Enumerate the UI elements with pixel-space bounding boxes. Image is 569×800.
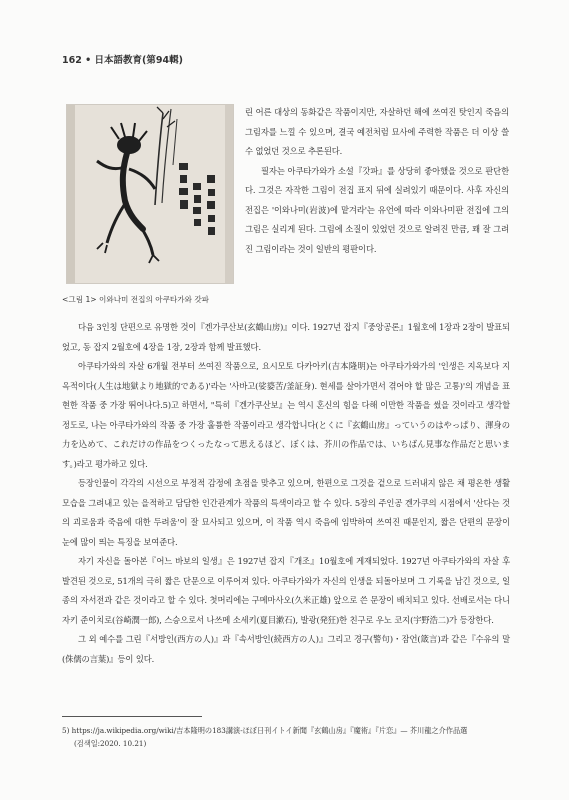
body-paragraph: 아쿠타가와의 자살 6개월 전부터 쓰여진 작품으로, 요시모토 다카아키(吉本隆明)는 아쿠타가와가의 '인생은 지옥보다 지옥적이다(人生は地獄より地獄的である)'라는 '사바고(娑婆苦/釜証身). 현세를 살아가면서 겪어야 할 많은 고통)'의 개념을 표현한 작품 중 가장 뛰어나다.5)고 하면서, "특히『겐가쿠산보』는 역시 혼신의 힘을 다해 이만한 작품을 썼을 것이라고 생각할 정도로, 나는 아쿠타가와의 작품 중 가장 훌륭한 작품이라고 생각합니다(とくに『玄鶴山房』っていうのはやっぱり、渾身の力を込めて、これだけの作品をつくったなって思えるほど、ぼくは、芥川の作品では、いちばん見事な作品だと思います。)라고 평가하고 있다. [62, 361, 510, 469]
body-paragraph: 다음 3인칭 단편으로 유명한 것이『겐가쿠산보(玄鶴山房)』이다. 1927년 잡지『중앙공론』1월호에 1장과 2장이 발표되었고, 동 잡지 2월호에 4장을 1장, 2장과 함께 발표했다. [62, 322, 510, 352]
footnote-line: (검색일:2020. 10.21) [74, 739, 147, 748]
footnote [62, 724, 512, 750]
kappa-drawing-figure [66, 104, 234, 284]
side-paragraph: 린 어른 대상의 동화같은 작품이지만, 자살하던 해에 쓰여진 탓인지 죽음의 그림자를 느낄 수 있으며, 결국 예전처럼 묘사에 주력한 작품은 더 이상 쓸 수 없었던 것으로 추론된다. [245, 107, 509, 156]
body-paragraph: 등장인물이 각각의 시선으로 부정적 감정에 초점을 맞추고 있으며, 한편으로 그것을 겉으로 드러내지 않은 채 평온한 생활모습을 그려내고 있는 을적하고 담담한 인간관계가 작품의 특색이라고 할 수 있다. 5장의 주인공 겐가쿠의 시점에서 '산다는 것의 괴로움과 죽음에 대한 두려움'이 잘 묘사되고 있으며, 이 작품 역시 죽음에 임박하여 쓰여진 때문인지, 짧은 단편의 문장이 눈에 많이 띄는 특징을 보여준다. [62, 478, 510, 547]
kappa-drawing-image [67, 105, 233, 283]
body-paragraph: 자기 자신을 돌아본『어느 바보의 일생』은 1927년 잡지『개조』10월호에 게재되었다. 1927년 아쿠타가와의 자살 후 발견된 것으로, 51개의 극히 짧은 단문으로 이루어져 있다. 아쿠타가와가 자신의 인생을 되돌아보며 그 기록을 남긴 것으로, 일종의 자서전과 같은 것이라고 할 수 있다. 첫머리에는 구메마사오(久米正雄) 앞으로 쓴 문장이 배치되고 있다. 선배로서는 다니자키 준이치로(谷崎潤一郎), 스승으로서 나쓰메 소세키(夏目漱石), 발광(発狂)한 친구로 우노 코지(宇野浩二)가 등장한다. [62, 556, 510, 625]
footnote-divider [62, 716, 202, 717]
side-paragraph: 필자는 아쿠타가와가 소설『갓파』를 상당히 좋아했을 것으로 판단한다. 그것은 자작한 그림이 전집 표지 뒤에 실려있기 때문이다. 사후 자신의 전집은 '이와나미(岩波)에 맡겨라'는 유언에 따라 이와나미판 전집에 그의 그림은 실리게 된다. 그림에 소질이 있었던 것으로 알려진 만큼, 꽤 잘 그려진 그림이라는 것이 일반의 평판이다. [245, 165, 509, 254]
footnote-line: 5) https://ja.wikipedia.org/wiki/吉本隆明の183講演-ほぼ日刊イトイ新聞『玄鶴山房』『魔術』『片恋』— 芥川龍之介作品選 [62, 726, 468, 735]
side-column-text [245, 103, 509, 259]
body-paragraph: 그 외 예수를 그린『서방인(西方の人)』과『속서방인(続西方の人)』그리고 경구(警句)・잠언(箴言)과 같은『수유의 말(侏儒の言葉)』등이 있다. [62, 634, 510, 664]
main-body-text [62, 318, 510, 669]
page-header: 162 • 日本語教育(第94輯) [62, 55, 183, 66]
figure-caption: <그림 1> 이와나미 전집의 아쿠타가와 갓파 [62, 295, 209, 304]
